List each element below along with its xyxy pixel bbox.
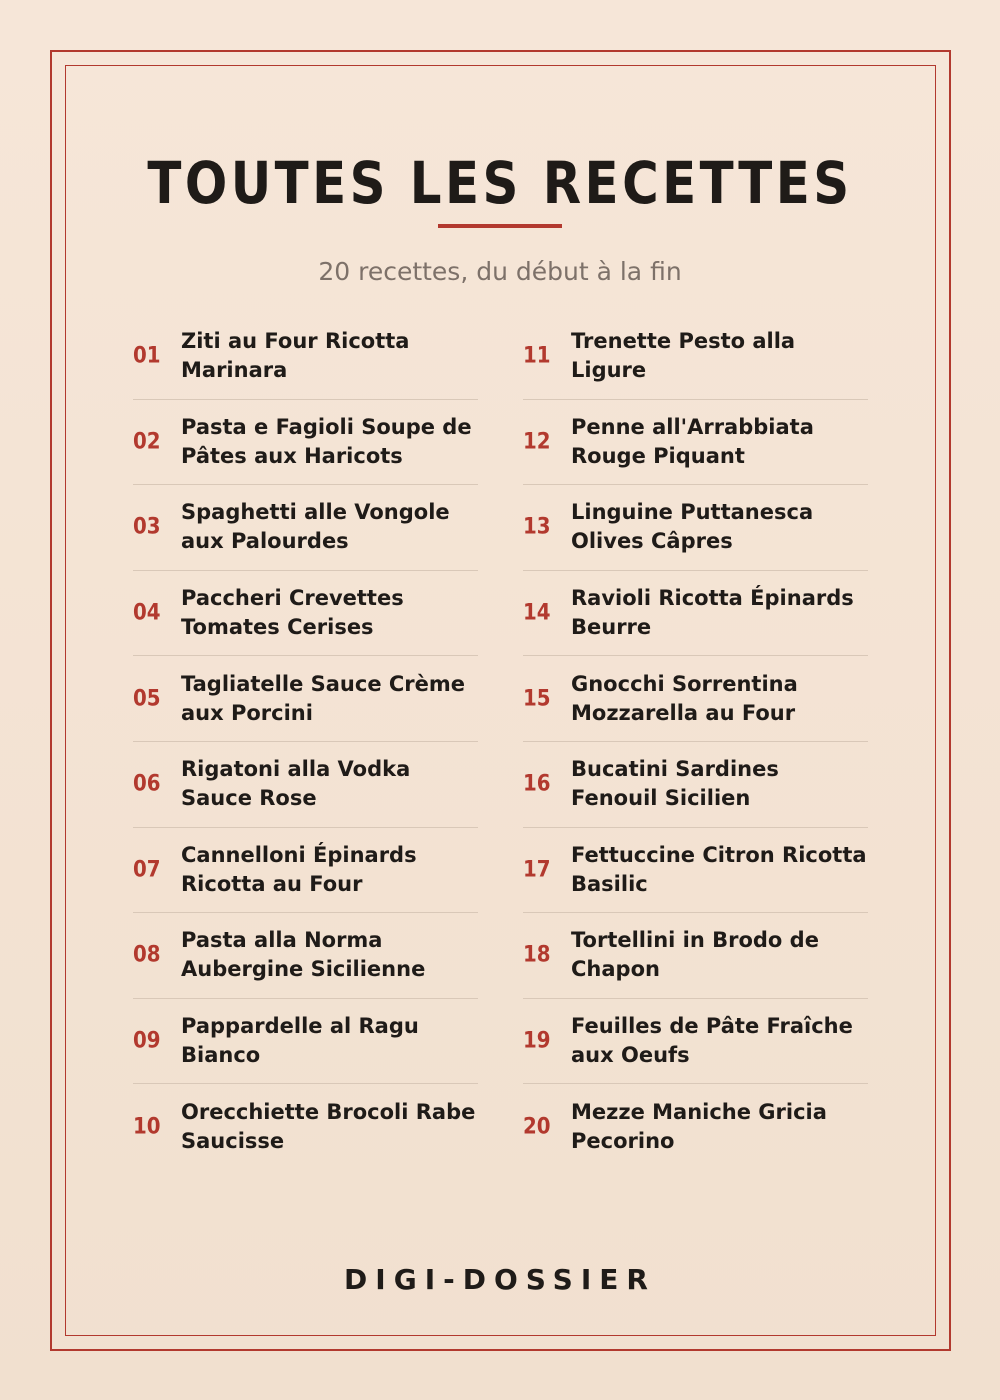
recipe-item bbox=[523, 828, 868, 914]
recipe-item bbox=[133, 571, 478, 657]
recipe-name: Orecchiette Brocoli Rabe Saucisse bbox=[181, 1100, 476, 1154]
recipe-number: 07 bbox=[133, 857, 161, 883]
recipe-number: 17 bbox=[523, 857, 551, 883]
recipe-name: Trenette Pesto alla Ligure bbox=[571, 329, 796, 383]
recipe-number: 20 bbox=[523, 1114, 551, 1140]
recipe-name: Pasta e Fagioli Soupe de Pâtes aux Haricots bbox=[181, 414, 472, 468]
recipe-item bbox=[523, 400, 868, 486]
recipe-item bbox=[133, 828, 478, 914]
recipe-number: 01 bbox=[133, 343, 161, 369]
recipe-number: 15 bbox=[523, 686, 551, 712]
recipe-item bbox=[523, 485, 868, 571]
recipe-name: Pappardelle al Ragu Bianco bbox=[181, 1014, 419, 1068]
recipe-number: 09 bbox=[133, 1028, 161, 1054]
recipe-number: 02 bbox=[133, 429, 161, 455]
recipe-name: Cannelloni Épinards Ricotta au Four bbox=[181, 842, 417, 896]
recipe-item bbox=[133, 400, 478, 486]
recipe-item bbox=[133, 913, 478, 999]
recipe-name: Feuilles de Pâte Fraîche aux Oeufs bbox=[571, 1014, 853, 1068]
recipe-item bbox=[133, 999, 478, 1085]
recipe-item bbox=[523, 999, 868, 1085]
recipe-number: 04 bbox=[133, 600, 161, 626]
recipe-item bbox=[523, 314, 868, 400]
recipe-number: 06 bbox=[133, 771, 161, 797]
page-subtitle: 20 recettes, du début à la fin bbox=[318, 257, 682, 286]
recipe-name: Gnocchi Sorrentina Mozzarella au Four bbox=[571, 671, 798, 725]
recipe-number: 03 bbox=[133, 514, 161, 540]
recipe-item bbox=[523, 571, 868, 657]
recipe-name: Paccheri Crevettes Tomates Cerises bbox=[181, 586, 404, 640]
recipe-item bbox=[523, 742, 868, 828]
title-underline bbox=[438, 224, 562, 228]
recipe-number: 08 bbox=[133, 942, 161, 968]
recipe-name: Linguine Puttanesca Olives Câpres bbox=[571, 500, 814, 554]
recipe-name: Spaghetti alle Vongole aux Palourdes bbox=[181, 500, 450, 554]
page-title: TOUTES LES RECETTES bbox=[147, 149, 853, 217]
recipe-name: Rigatoni alla Vodka Sauce Rose bbox=[181, 757, 411, 811]
recipe-name: Penne all'Arrabbiata Rouge Piquant bbox=[571, 414, 814, 468]
recipe-item bbox=[523, 656, 868, 742]
recipe-name: Fettuccine Citron Ricotta Basilic bbox=[571, 842, 867, 896]
recipe-list-right bbox=[523, 314, 868, 1170]
recipe-name: Ravioli Ricotta Épinards Beurre bbox=[571, 586, 854, 640]
recipe-list-left bbox=[133, 314, 478, 1170]
recipe-number: 19 bbox=[523, 1028, 551, 1054]
recipe-number: 14 bbox=[523, 600, 551, 626]
recipe-number: 10 bbox=[133, 1114, 161, 1140]
brand-footer: DIGI-DOSSIER bbox=[344, 1263, 656, 1296]
recipe-item bbox=[523, 1084, 868, 1170]
recipe-item bbox=[133, 656, 478, 742]
recipe-name: Tortellini in Brodo de Chapon bbox=[571, 928, 819, 982]
recipe-number: 05 bbox=[133, 686, 161, 712]
recipe-number: 18 bbox=[523, 942, 551, 968]
recipe-item bbox=[133, 485, 478, 571]
recipe-item bbox=[133, 314, 478, 400]
recipe-number: 11 bbox=[523, 343, 551, 369]
recipe-name: Ziti au Four Ricotta Marinara bbox=[181, 329, 410, 383]
recipe-name: Tagliatelle Sauce Crème aux Porcini bbox=[181, 671, 466, 725]
recipe-item bbox=[133, 742, 478, 828]
recipe-number: 12 bbox=[523, 429, 551, 455]
recipe-name: Bucatini Sardines Fenouil Sicilien bbox=[571, 757, 779, 811]
recipe-number: 16 bbox=[523, 771, 551, 797]
recipe-item bbox=[523, 913, 868, 999]
recipe-item bbox=[133, 1084, 478, 1170]
recipe-name: Mezze Maniche Gricia Pecorino bbox=[571, 1100, 827, 1154]
recipe-name: Pasta alla Norma Aubergine Sicilienne bbox=[181, 928, 426, 982]
recipe-number: 13 bbox=[523, 514, 551, 540]
